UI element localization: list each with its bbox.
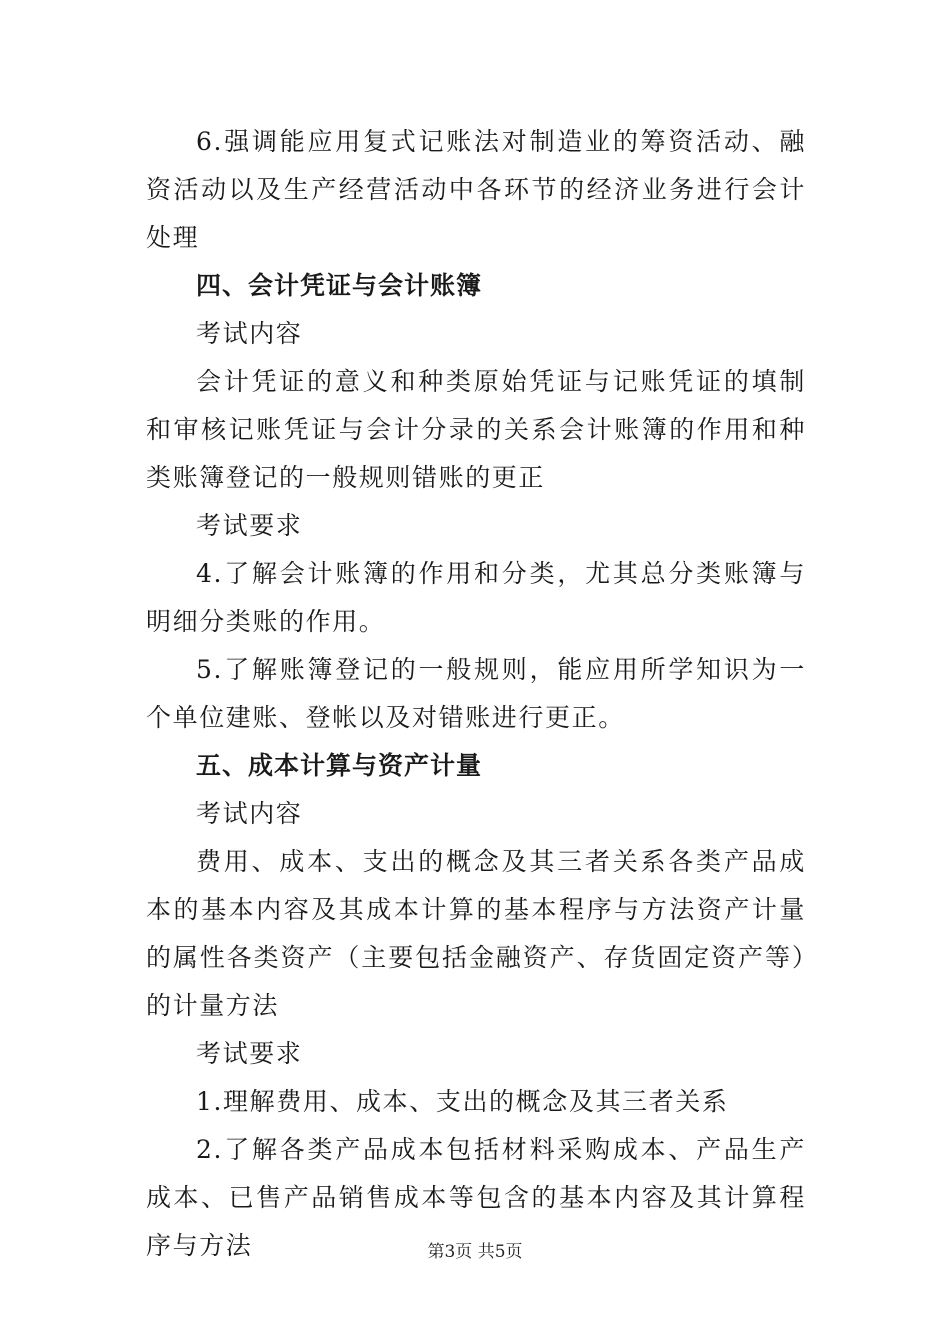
- requirement-item-2: 2.了解各类产品成本包括材料采购成本、产品生产成本、已售产品销售成本等包含的基本内容及其计算程序与方法: [146, 1135, 806, 1260]
- section-heading-5: 五、成本计算与资产计量: [196, 751, 483, 780]
- exam-content-label: 考试内容: [196, 319, 303, 348]
- requirement-item-1: 1.理解费用、成本、支出的概念及其三者关系: [196, 1087, 729, 1116]
- paragraph-item-6: 6.强调能应用复式记账法对制造业的筹资活动、融资活动以及生产经营活动中各环节的经济业务进行会计处理: [146, 127, 806, 252]
- exam-content-paragraph: 费用、成本、支出的概念及其三者关系各类产品成本的基本内容及其成本计算的基本程序与方法资产计量的属性各类资产（主要包括金融资产、存货固定资产等）的计量方法: [146, 847, 806, 1020]
- exam-requirements-label: 考试要求: [196, 511, 303, 540]
- section-heading-4: 四、会计凭证与会计账簿: [196, 271, 483, 300]
- document-body: [146, 118, 806, 1270]
- requirement-item-5: 5.了解账簿登记的一般规则，能应用所学知识为一个单位建账、登帐以及对错账进行更正。: [146, 655, 806, 732]
- exam-content-label: 考试内容: [196, 799, 303, 828]
- requirement-item-4: 4.了解会计账簿的作用和分类，尤其总分类账簿与明细分类账的作用。: [146, 559, 806, 636]
- page-footer: 第3页 共5页: [427, 1242, 523, 1262]
- exam-requirements-label: 考试要求: [196, 1039, 303, 1068]
- exam-content-paragraph: 会计凭证的意义和种类原始凭证与记账凭证的填制和审核记账凭证与会计分录的关系会计账簿的作用和种类账簿登记的一般规则错账的更正: [146, 367, 806, 492]
